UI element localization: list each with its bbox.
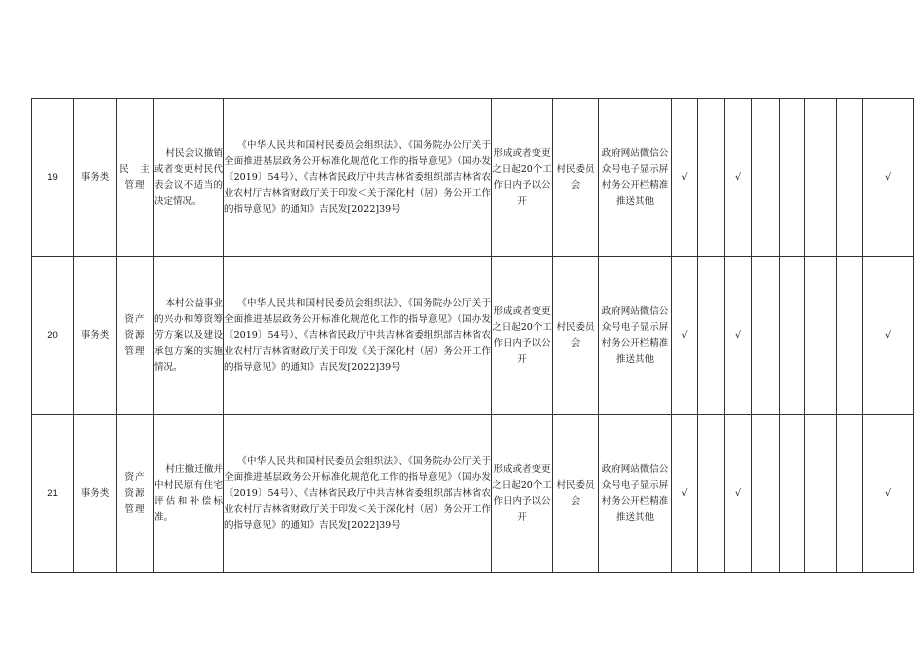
subcategory-line: 管理 bbox=[124, 179, 146, 191]
table-row bbox=[32, 257, 914, 415]
check-mark-cell: √ bbox=[672, 99, 698, 257]
check-mark-cell bbox=[805, 99, 837, 257]
check-mark-cell bbox=[752, 99, 780, 257]
check-mark-cell bbox=[780, 415, 805, 573]
check-mark-cell: √ bbox=[725, 415, 752, 573]
subcategory-line: 资源 bbox=[124, 329, 146, 341]
time-limit-cell: 形成或者变更之日起20个工作日内予以公开 bbox=[492, 99, 553, 257]
subcategory-line: 资产 bbox=[124, 471, 146, 483]
row-number: 20 bbox=[32, 257, 74, 415]
subcategory-cell bbox=[117, 257, 154, 415]
check-mark-cell bbox=[698, 415, 725, 573]
check-mark-cell: √ bbox=[672, 415, 698, 573]
check-mark-cell bbox=[752, 257, 780, 415]
time-limit-cell: 形成或者变更之日起20个工作日内予以公开 bbox=[492, 415, 553, 573]
check-mark-cell: √ bbox=[863, 257, 914, 415]
responsible-subject-cell: 村民委员会 bbox=[553, 257, 599, 415]
legal-basis-cell: 《中华人民共和国村民委员会组织法》、《国务院办公厅关于全面推进基层政务公开标准化规范化工作的指导意见》（国办发〔2019〕54号）、《吉林省民政厅中共吉林省委组织部吉林省农业农村厅吉林省财政厅关于印发＜关于深化村（居）务公开工作的指导意见》的通知》吉民发[2022]39号 bbox=[224, 415, 492, 573]
category-cell: 事务类 bbox=[74, 99, 117, 257]
disclosure-channel-cell: 政府网站微信公众号电子显示屏村务公开栏精准推送其他 bbox=[599, 99, 672, 257]
table-row bbox=[32, 99, 914, 257]
legal-basis-cell: 《中华人民共和国村民委员会组织法》、《国务院办公厅关于全面推进基层政务公开标准化规范化工作的指导意见》（国办发〔2019〕54号）、《吉林省民政厅中共吉林省委组织部吉林省农业农村厅吉林省财政厅关于印发＜关于深化村（居）务公开工作的指导意见》的通知》吉民发[2022]39号 bbox=[224, 99, 492, 257]
check-mark-cell: √ bbox=[672, 257, 698, 415]
category-cell: 事务类 bbox=[74, 257, 117, 415]
subcategory-line: 民 主 bbox=[119, 163, 151, 175]
legal-basis-cell: 《中华人民共和国村民委员会组织法》、《国务院办公厅关于全面推进基层政务公开标准化规范化工作的指导意见》（国办发〔2019〕54号）、《吉林省民政厅中共吉林省委组织部吉林省农业农村厅吉林省财政厅关于印发《关于深化村（居）务公开工作的指导意见》的通知》吉民发[2022]39号 bbox=[224, 257, 492, 415]
subcategory-cell bbox=[117, 99, 154, 257]
disclosure-content-cell: 村民会议撤销或者变更村民代表会议不适当的决定情况。 bbox=[154, 99, 224, 257]
check-mark-cell bbox=[805, 257, 837, 415]
check-mark-cell bbox=[780, 99, 805, 257]
subcategory-line: 资产 bbox=[124, 313, 146, 325]
check-mark-cell: √ bbox=[863, 415, 914, 573]
check-mark-cell bbox=[837, 99, 863, 257]
check-mark-cell: √ bbox=[725, 99, 752, 257]
check-mark-cell bbox=[837, 257, 863, 415]
disclosure-content-cell: 村庄撤迁撤并中村民原有住宅评估和补偿标准。 bbox=[154, 415, 224, 573]
category-cell: 事务类 bbox=[74, 415, 117, 573]
check-mark-cell bbox=[780, 257, 805, 415]
disclosure-channel-cell: 政府网站微信公众号电子显示屏村务公开栏精准推送其他 bbox=[599, 415, 672, 573]
disclosure-content-cell: 本村公益事业的兴办和筹资筹劳方案以及建设承包方案的实施情况。 bbox=[154, 257, 224, 415]
row-number: 21 bbox=[32, 415, 74, 573]
table-body bbox=[32, 99, 914, 573]
check-mark-cell: √ bbox=[725, 257, 752, 415]
responsible-subject-cell: 村民委员会 bbox=[553, 415, 599, 573]
subcategory-cell bbox=[117, 415, 154, 573]
check-mark-cell bbox=[752, 415, 780, 573]
subcategory-line: 资源 bbox=[124, 487, 146, 499]
check-mark-cell: √ bbox=[863, 99, 914, 257]
subcategory-line: 管理 bbox=[124, 345, 146, 357]
responsible-subject-cell: 村民委员会 bbox=[553, 99, 599, 257]
disclosure-channel-cell: 政府网站微信公众号电子显示屏村务公开栏精准推送其他 bbox=[599, 257, 672, 415]
check-mark-cell bbox=[805, 415, 837, 573]
check-mark-cell bbox=[698, 99, 725, 257]
row-number: 19 bbox=[32, 99, 74, 257]
table-row bbox=[32, 415, 914, 573]
check-mark-cell bbox=[698, 257, 725, 415]
disclosure-table bbox=[31, 98, 914, 573]
time-limit-cell: 形成或者变更之日起20个工作日内予以公开 bbox=[492, 257, 553, 415]
check-mark-cell bbox=[837, 415, 863, 573]
subcategory-line: 管理 bbox=[124, 503, 146, 515]
